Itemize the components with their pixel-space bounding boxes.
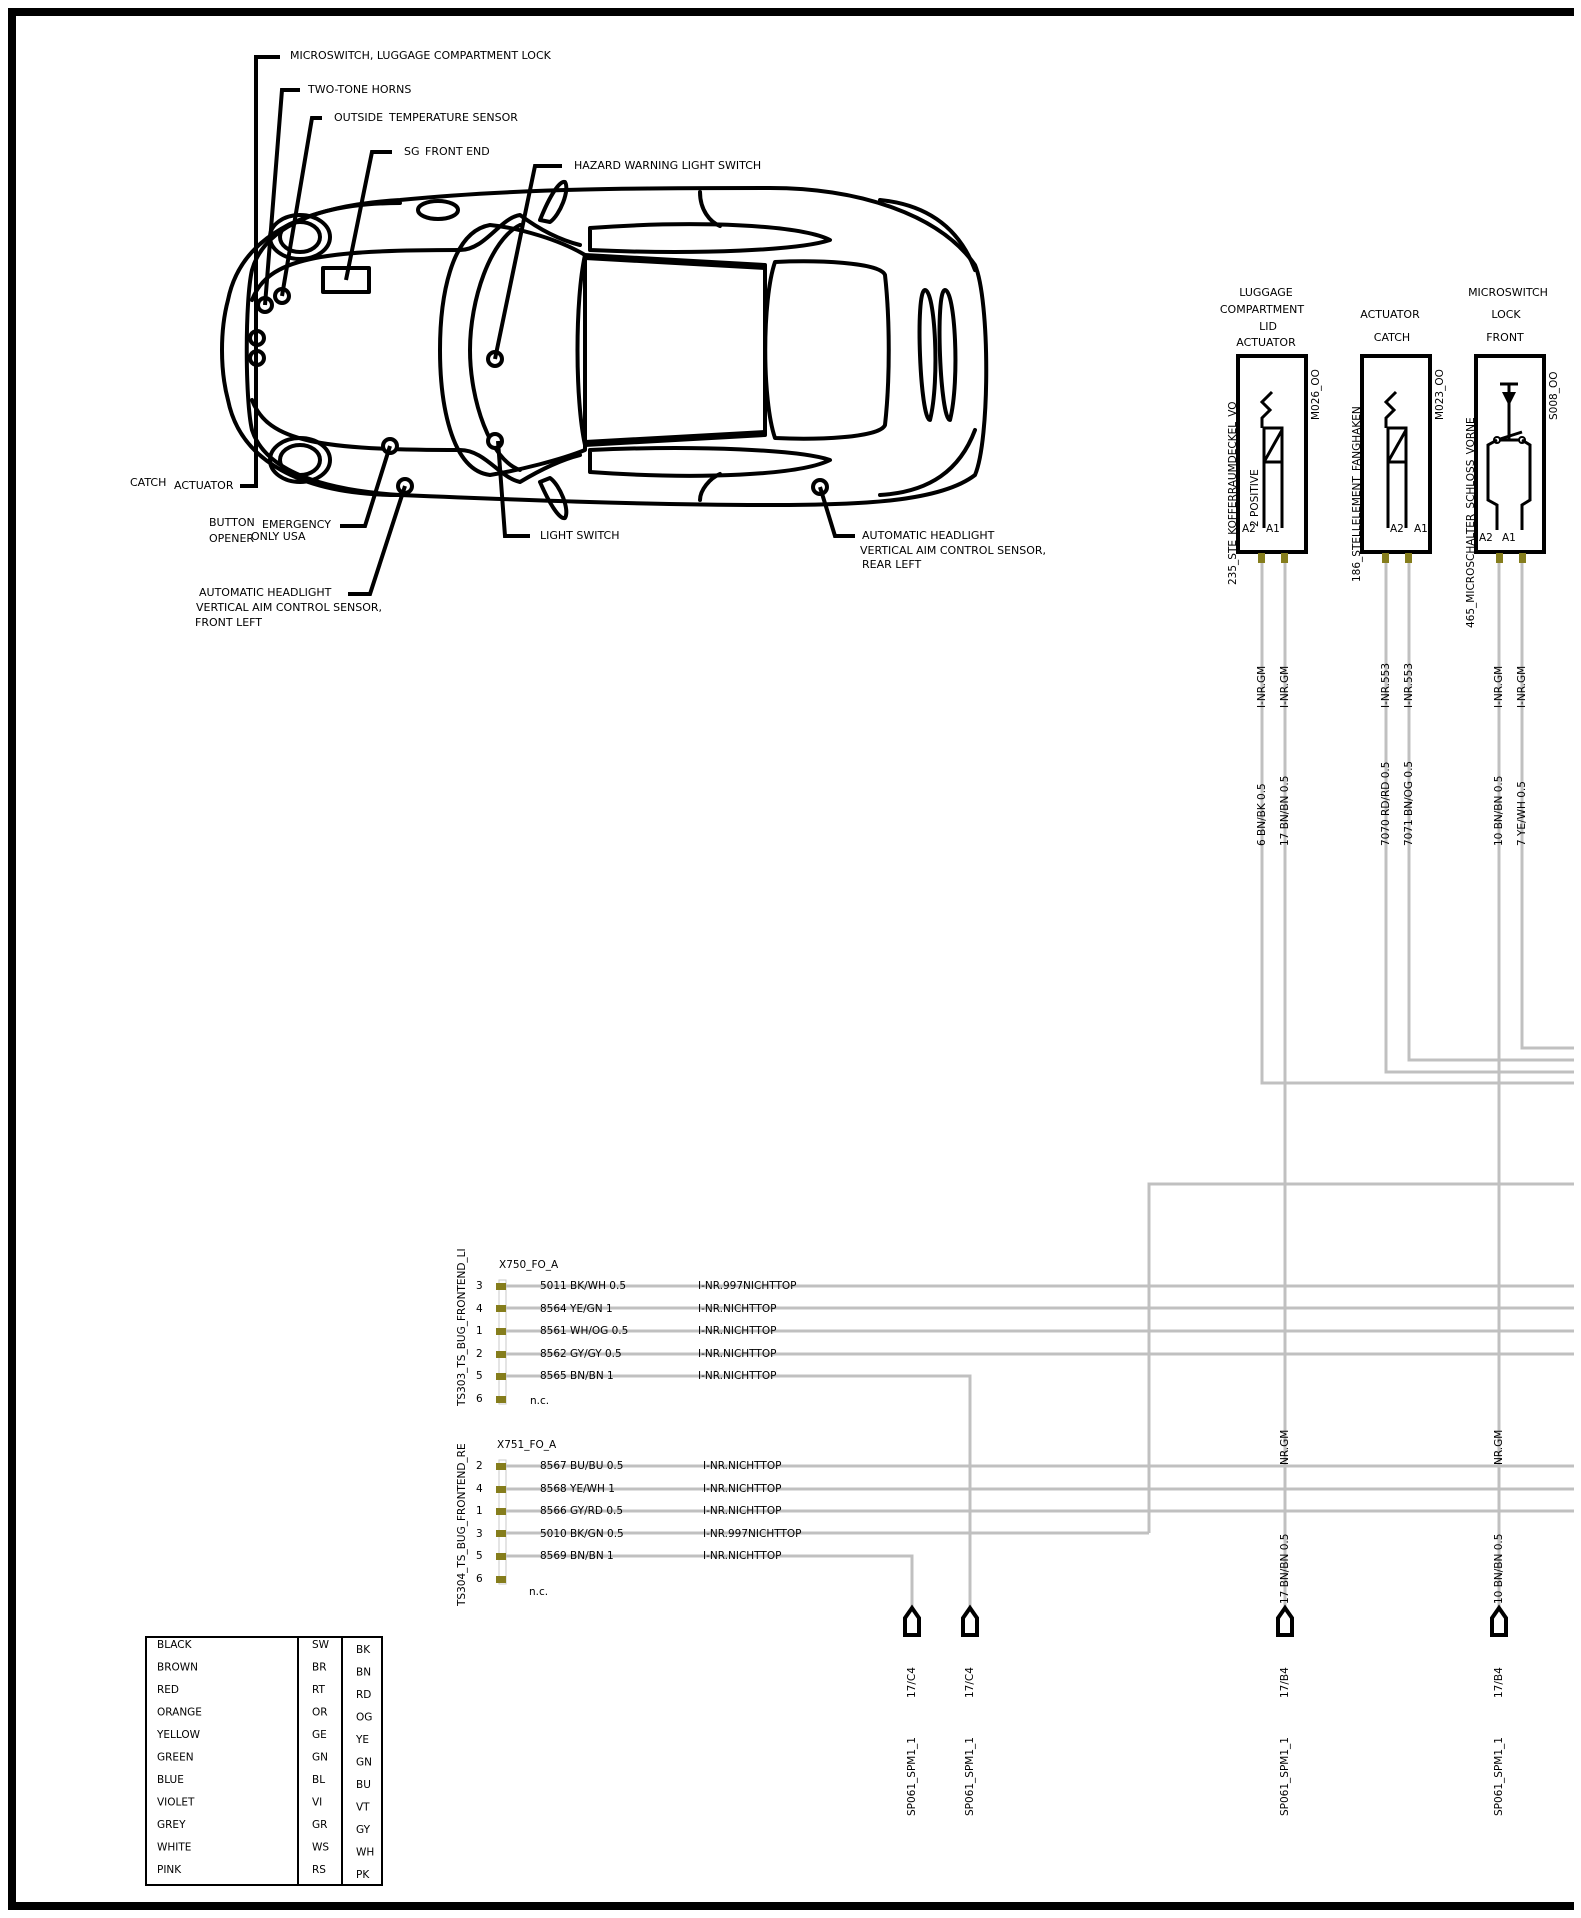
pin-number: 1 bbox=[476, 1325, 483, 1337]
legend-code-en: OG bbox=[356, 1711, 373, 1724]
component-title-line: CATCH bbox=[1373, 331, 1411, 344]
inr-label: I-NR.997NICHTTOP bbox=[703, 1528, 802, 1540]
inr-label: I-NR.NICHTTOP bbox=[698, 1348, 777, 1360]
car-top-view bbox=[222, 182, 986, 518]
callout-aim-front-1: AUTOMATIC HEADLIGHT bbox=[199, 586, 332, 599]
legend-color-name: WHITE bbox=[157, 1841, 192, 1854]
legend-code-en: GN bbox=[356, 1756, 372, 1769]
callout-light-switch: LIGHT SWITCH bbox=[540, 529, 620, 542]
legend-code-en: RD bbox=[356, 1689, 372, 1701]
legend-code-en: PK bbox=[356, 1869, 370, 1881]
callout-opener: OPENER bbox=[209, 532, 255, 545]
callout-outside-temp: OUTSIDE bbox=[334, 111, 384, 124]
legend-color-name: RED bbox=[157, 1684, 180, 1696]
inr-label: I-NR.NICHTTOP bbox=[703, 1460, 782, 1472]
inr-label: I-NR.GM bbox=[1256, 665, 1268, 708]
inr-label: I-NR.GM bbox=[1279, 665, 1291, 708]
component-note: 2 POSITIVE bbox=[1249, 469, 1261, 527]
actuator-symbol bbox=[1386, 392, 1396, 428]
inr-label: I-NR.NICHTTOP bbox=[698, 1303, 777, 1315]
legend-code-de: VI bbox=[312, 1796, 323, 1809]
component-title-line: LUGGAGE bbox=[1239, 286, 1293, 299]
connector-side-label: TS304_TS_BUG_FRONTEND_RE bbox=[456, 1443, 468, 1606]
connector-pin bbox=[496, 1351, 506, 1358]
legend-code-de: OR bbox=[312, 1706, 328, 1719]
color-legend bbox=[146, 1637, 382, 1885]
connector-pin bbox=[496, 1463, 506, 1470]
inr-label: I-NR.NICHTTOP bbox=[703, 1483, 782, 1495]
wire-label: 17 BN/BN 0.5 bbox=[1279, 1533, 1291, 1604]
connector-pin bbox=[496, 1508, 506, 1515]
legend-code-de: SW bbox=[312, 1639, 330, 1651]
wire-label: 10 BN/BN 0.5 bbox=[1493, 1533, 1505, 1604]
inr-label: I-NR.GM bbox=[1493, 665, 1505, 708]
legend-code-en: YE bbox=[356, 1734, 370, 1746]
legend-color-name: GREY bbox=[157, 1819, 186, 1831]
inr-label: I-NR.NICHTTOP bbox=[698, 1370, 777, 1382]
nc-label: n.c. bbox=[529, 1586, 549, 1598]
component-name: 465_MICROSCHALTER_SCHLOSS_VORNE bbox=[1465, 417, 1477, 628]
connector-pin bbox=[496, 1328, 506, 1335]
callout-sg-front-end: FRONT END bbox=[425, 145, 490, 158]
pin-number: 2 bbox=[476, 1348, 483, 1360]
splice-ref: 17/C4 bbox=[964, 1667, 976, 1698]
connector-pin bbox=[496, 1283, 506, 1290]
splice-name: SP061_SPM1_1 bbox=[906, 1737, 918, 1816]
wire-label: 5010 BK/GN 0.5 bbox=[540, 1528, 624, 1540]
inr-label: I-NR.NICHTTOP bbox=[703, 1505, 782, 1517]
legend-code-de: RS bbox=[312, 1864, 326, 1876]
pin-number: 3 bbox=[476, 1280, 483, 1292]
component-code: M023_OO bbox=[1434, 369, 1446, 420]
wire-label: 17 BN/BN 0.5 bbox=[1279, 775, 1291, 846]
splice-marker bbox=[905, 1608, 919, 1635]
component-wire-labels bbox=[1256, 663, 1528, 1604]
inr-label: I-NR.NICHTTOP bbox=[698, 1325, 777, 1337]
inr-label: NR.GM bbox=[1493, 1429, 1505, 1465]
callout-hazard-switch: HAZARD WARNING LIGHT SWITCH bbox=[574, 159, 762, 172]
callout-two-tone-horns: TWO-TONE HORNS bbox=[308, 83, 412, 96]
splice-marker bbox=[1278, 1608, 1292, 1635]
connector-pin bbox=[496, 1396, 506, 1403]
splice-name: SP061_SPM1_1 bbox=[1279, 1737, 1291, 1816]
legend-code-en: BN bbox=[356, 1666, 372, 1679]
component-pins bbox=[1258, 553, 1526, 563]
splice-marker bbox=[963, 1608, 977, 1635]
callout-aim-rear-2: VERTICAL AIM CONTROL SENSOR, bbox=[860, 544, 1047, 557]
page-frame bbox=[12, 12, 1574, 1906]
wire-label: 6 BN/BK 0.5 bbox=[1256, 783, 1268, 846]
pin-number: 5 bbox=[476, 1370, 483, 1382]
pin-number: 3 bbox=[476, 1528, 483, 1540]
connector-x750 bbox=[456, 1248, 796, 1407]
wire-label: 8565 BN/BN 1 bbox=[540, 1370, 614, 1382]
callout-leaders bbox=[240, 57, 855, 594]
inr-label: NR.GM bbox=[1279, 1429, 1291, 1465]
legend-color-name: PINK bbox=[157, 1864, 182, 1876]
callout-only-usa: ONLY USA bbox=[251, 530, 306, 543]
pin-label: A2 bbox=[1479, 532, 1493, 544]
connector-pin bbox=[496, 1553, 506, 1560]
pin-number: 6 bbox=[476, 1393, 483, 1405]
wire-label: 7070 RD/RD 0.5 bbox=[1380, 761, 1392, 846]
nc-label: n.c. bbox=[530, 1395, 550, 1407]
legend-code-en: WH bbox=[356, 1846, 375, 1859]
callout-catch: CATCH bbox=[130, 476, 167, 489]
wire-label: 8566 GY/RD 0.5 bbox=[540, 1505, 624, 1517]
wire-label: 8568 YE/WH 1 bbox=[540, 1483, 615, 1495]
wire-label: 5011 BK/WH 0.5 bbox=[540, 1280, 626, 1292]
pin-number: 2 bbox=[476, 1460, 483, 1472]
connector-pin bbox=[496, 1373, 506, 1380]
legend-code-de: GE bbox=[312, 1729, 327, 1741]
legend-code-de: WS bbox=[312, 1841, 330, 1854]
connector-id: X751_FO_A bbox=[497, 1439, 557, 1451]
component-title-line: MICROSWITCH bbox=[1468, 286, 1548, 299]
callout-catch-actuator: ACTUATOR bbox=[174, 479, 234, 492]
component-code: M026_OO bbox=[1310, 369, 1322, 420]
splice-ref: 17/B4 bbox=[1279, 1667, 1291, 1698]
callout-sg: SG bbox=[404, 145, 420, 158]
callout-aim-front-3: FRONT LEFT bbox=[195, 616, 263, 629]
wire-label: 7 YE/WH 0.5 bbox=[1516, 781, 1528, 846]
pin-label: A1 bbox=[1414, 523, 1428, 535]
connector-pin bbox=[496, 1530, 506, 1537]
wires bbox=[506, 563, 1574, 1614]
callout-button: BUTTON bbox=[209, 516, 255, 529]
legend-color-name: GREEN bbox=[157, 1751, 194, 1764]
connector-pin bbox=[496, 1576, 506, 1583]
splice-terminals bbox=[905, 1608, 1506, 1816]
legend-code-de: GR bbox=[312, 1819, 328, 1831]
legend-code-de: RT bbox=[312, 1684, 325, 1696]
connector-id: X750_FO_A bbox=[499, 1259, 559, 1271]
splice-name: SP061_SPM1_1 bbox=[1493, 1737, 1505, 1816]
connector-pin bbox=[496, 1486, 506, 1493]
legend-code-de: BR bbox=[312, 1661, 327, 1674]
legend-code-de: GN bbox=[312, 1751, 328, 1764]
legend-color-name: VIOLET bbox=[157, 1796, 195, 1809]
legend-color-name: BROWN bbox=[157, 1661, 199, 1674]
component-title-line: FRONT bbox=[1486, 331, 1524, 344]
legend-color-name: BLUE bbox=[157, 1774, 184, 1786]
component-title-line: LOCK bbox=[1491, 308, 1521, 321]
component-name: 235_STE_KOFFERRAUMDECKEL_VO bbox=[1227, 401, 1239, 585]
component-luggage-lid-actuator bbox=[1220, 286, 1322, 585]
wire-label: 7071 BN/OG 0.5 bbox=[1403, 760, 1415, 846]
legend-code-en: BK bbox=[356, 1644, 371, 1656]
inr-label: I-NR.553 bbox=[1380, 662, 1392, 708]
connector-pin bbox=[496, 1305, 506, 1312]
legend-code-en: VT bbox=[356, 1801, 370, 1814]
splice-ref: 17/C4 bbox=[906, 1667, 918, 1698]
splice-ref: 17/B4 bbox=[1493, 1667, 1505, 1698]
wire-label: 8561 WH/OG 0.5 bbox=[540, 1325, 629, 1337]
callout-emergency: EMERGENCY bbox=[262, 518, 331, 531]
component-name: 186_STELLELEMENT_FANGHAKEN bbox=[1351, 406, 1363, 582]
wire-label: 8569 BN/BN 1 bbox=[540, 1550, 614, 1562]
pin-label: A1 bbox=[1266, 523, 1280, 535]
component-title-line: LID bbox=[1259, 320, 1277, 333]
pin-number: 6 bbox=[476, 1573, 483, 1585]
legend-code-en: GY bbox=[356, 1824, 371, 1836]
pin-label: A2 bbox=[1390, 523, 1404, 535]
callout-aim-rear-1: AUTOMATIC HEADLIGHT bbox=[862, 529, 995, 542]
legend-code-de: BL bbox=[312, 1774, 326, 1786]
inr-label: I-NR.997NICHTTOP bbox=[698, 1280, 797, 1292]
legend-color-name: BLACK bbox=[157, 1639, 192, 1651]
callout-aim-front-2: VERTICAL AIM CONTROL SENSOR, bbox=[196, 601, 383, 614]
inr-label: I-NR.553 bbox=[1403, 662, 1415, 708]
component-title-line: ACTUATOR bbox=[1236, 336, 1296, 349]
inr-label: I-NR.NICHTTOP bbox=[703, 1550, 782, 1562]
wire-label: 10 BN/BN 0.5 bbox=[1493, 775, 1505, 846]
inr-label: I-NR.GM bbox=[1516, 665, 1528, 708]
wire-label: 8567 BU/BU 0.5 bbox=[540, 1460, 624, 1472]
callout-outside-temp-2: TEMPERATURE SENSOR bbox=[389, 111, 518, 124]
connector-x751 bbox=[456, 1439, 801, 1607]
pin-label: A1 bbox=[1502, 532, 1516, 544]
actuator-symbol bbox=[1262, 392, 1272, 428]
component-code: S008_OO bbox=[1548, 371, 1560, 420]
legend-color-name: ORANGE bbox=[157, 1706, 202, 1719]
pin-number: 4 bbox=[476, 1483, 483, 1495]
pin-number: 4 bbox=[476, 1303, 483, 1315]
connector-side-label: TS303_TS_BUG_FRONTEND_LI bbox=[456, 1248, 468, 1406]
legend-color-name: YELLOW bbox=[157, 1729, 201, 1741]
component-title-line: COMPARTMENT bbox=[1219, 303, 1305, 316]
component-actuator-catch bbox=[1351, 308, 1446, 582]
component-title-line: ACTUATOR bbox=[1360, 308, 1420, 321]
callout-aim-rear-3: REAR LEFT bbox=[862, 558, 922, 571]
pin-number: 1 bbox=[476, 1505, 483, 1517]
component-microswitch-lock-front bbox=[1465, 286, 1560, 628]
callout-labels bbox=[130, 49, 1046, 629]
callout-microswitch-lock: MICROSWITCH, LUGGAGE COMPARTMENT LOCK bbox=[290, 49, 551, 62]
pin-number: 5 bbox=[476, 1550, 483, 1562]
legend-code-en: BU bbox=[356, 1779, 371, 1791]
splice-marker bbox=[1492, 1608, 1506, 1635]
splice-name: SP061_SPM1_1 bbox=[964, 1737, 976, 1816]
wire-label: 8564 YE/GN 1 bbox=[540, 1303, 613, 1315]
wire-label: 8562 GY/GY 0.5 bbox=[540, 1348, 622, 1360]
pin-label: A2 bbox=[1242, 523, 1256, 535]
